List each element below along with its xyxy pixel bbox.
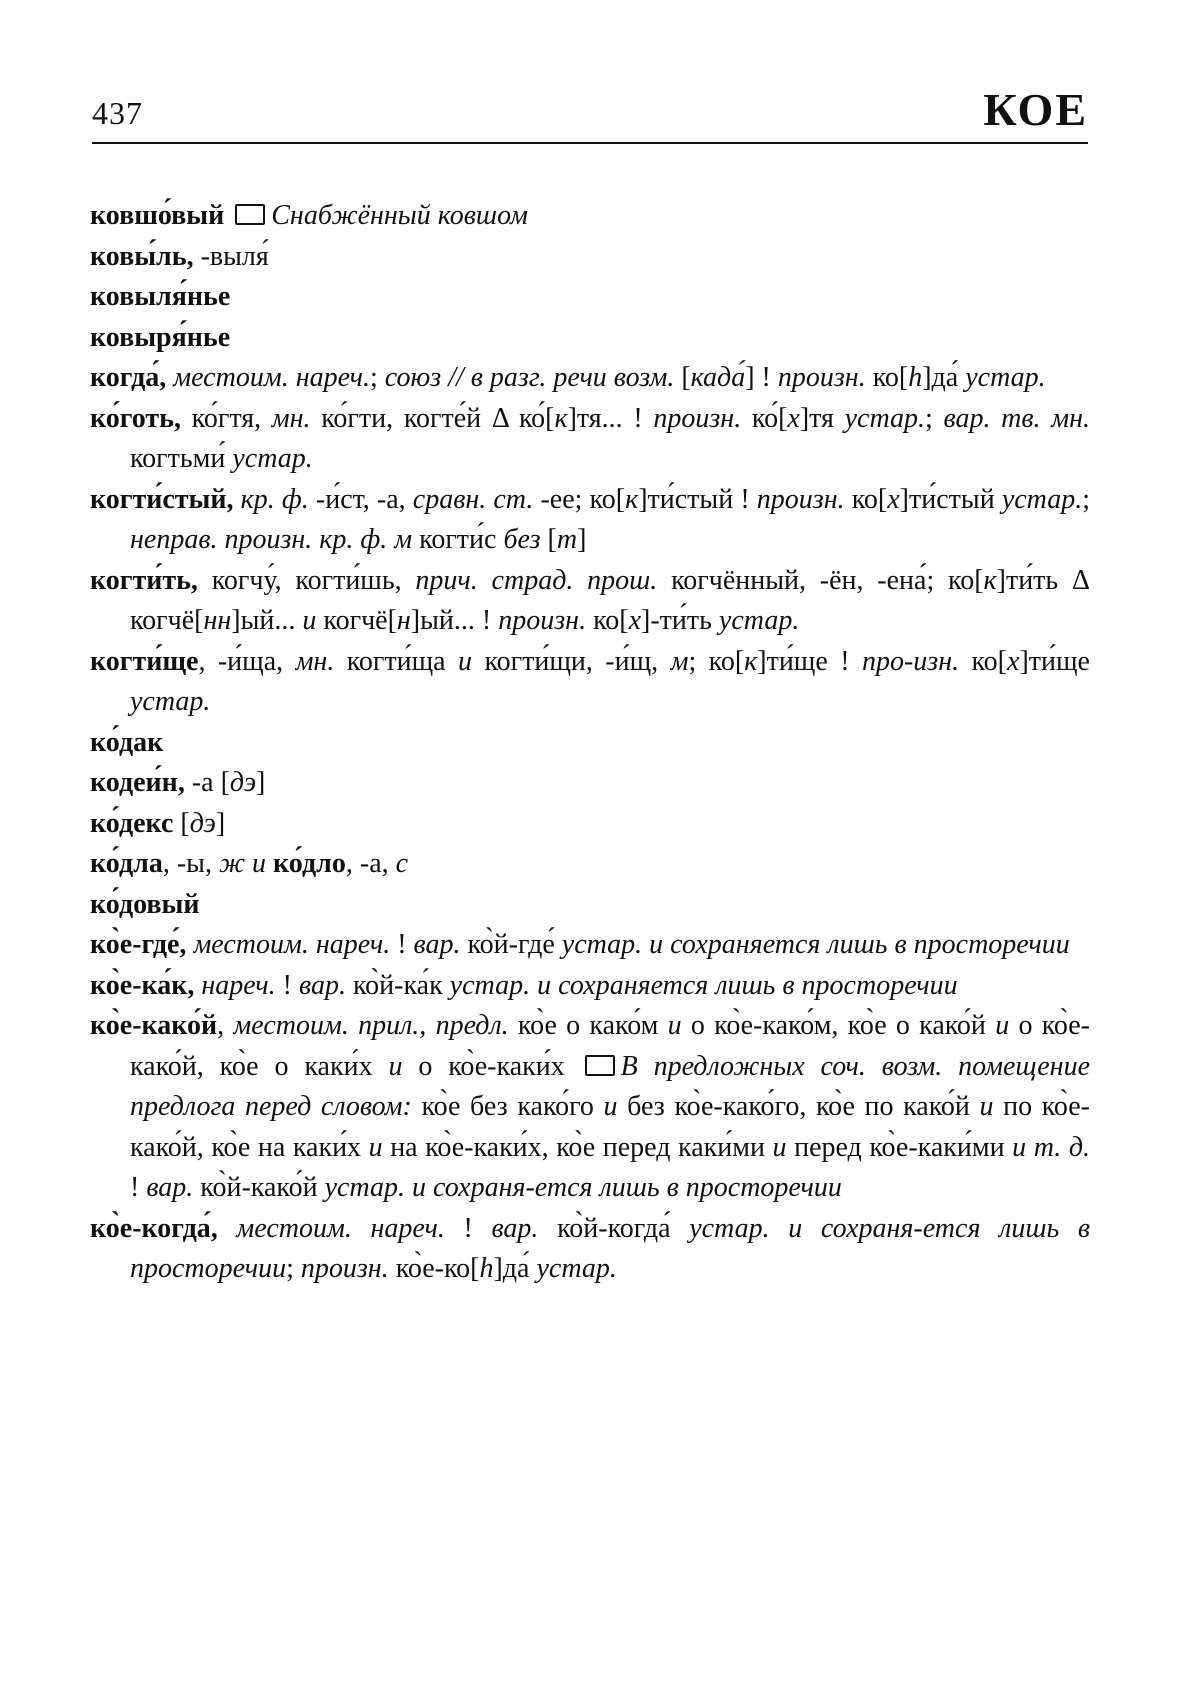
headword: ко̀е-како́й	[90, 1010, 218, 1041]
italic-note: вар. тв. мн.	[943, 402, 1090, 434]
entry-text: ]-ти́ть	[641, 605, 719, 636]
italic-note: х	[787, 402, 800, 434]
italic-note: ж и	[218, 848, 267, 879]
entry-text: ко́гтя,	[191, 402, 272, 434]
entry-text	[266, 848, 273, 879]
entry-text: !	[390, 929, 414, 960]
entry-text: ]да́	[922, 362, 966, 393]
dictionary-entry	[90, 480, 1090, 561]
entry-text: ]тя	[799, 402, 845, 434]
italic-note: устар. и сохраняется лишь в просторечии	[561, 929, 1070, 960]
entry-text: [	[674, 362, 691, 393]
italic-note: произн.	[653, 402, 742, 434]
italic-note: вар.	[299, 969, 346, 1001]
entry-text: !	[444, 1212, 492, 1244]
entry-text: перед ко̀е-каки́ми	[786, 1131, 1013, 1163]
entry-text: когти́ща	[334, 645, 459, 677]
entry-text: ко̀й-где́	[460, 929, 562, 960]
dictionary-entry	[90, 844, 1090, 885]
entry-text: ко̀й-како́й	[193, 1172, 325, 1203]
entry-text: ко̀й-ка́к	[345, 969, 450, 1001]
dictionary-entry	[90, 885, 1090, 926]
dictionary-entry	[90, 318, 1090, 359]
italic-note: к	[983, 564, 997, 596]
italic-note: местоим. прил., предл.	[233, 1010, 509, 1041]
entry-text: ,	[217, 1010, 234, 1041]
headword: когда́,	[90, 362, 174, 393]
italic-note: вар.	[413, 929, 461, 960]
entry-text: ]	[215, 807, 226, 839]
entry-text: на ко̀е-каки́х, ко̀е перед каки́ми	[382, 1131, 773, 1163]
entry-text: ]ый...	[231, 605, 303, 636]
italic-note: нн	[203, 605, 232, 636]
italic-note: местоим. нареч.	[173, 362, 371, 393]
entry-text: когти́с	[412, 524, 504, 555]
headword: когти́ть,	[90, 564, 212, 596]
italic-note: h	[908, 362, 923, 393]
headword: когти́ще	[90, 645, 199, 677]
italic-note: и	[368, 1131, 383, 1163]
entry-text: ко[	[865, 362, 909, 393]
headword: ковыря́нье	[90, 321, 231, 353]
italic-note: мн.	[295, 645, 335, 677]
entry-text: ко[	[844, 483, 888, 515]
italic-note: сравн. ст.	[412, 483, 534, 515]
entry-text: когчу́, когти́шь,	[211, 564, 416, 596]
headword: когти́стый,	[90, 483, 241, 515]
italic-note: произн.	[300, 1253, 389, 1284]
italic-note: вар.	[491, 1212, 539, 1244]
italic-note: и	[302, 605, 317, 636]
entry-text: о ко̀е-како́й, ко̀е о каки́х	[130, 1010, 1090, 1082]
entry-text: ]	[256, 767, 266, 798]
entry-text: [	[180, 807, 190, 839]
entry-text: ;	[286, 1253, 301, 1284]
italic-note: без	[503, 524, 541, 555]
page-number: 437	[92, 95, 143, 131]
headword: ко́дла	[90, 848, 163, 879]
italic-note: произн.	[756, 483, 845, 515]
italic-note: Снабжённый ковшом	[271, 200, 528, 231]
italic-note: устар. и сохраняется лишь в просторечии	[449, 969, 958, 1001]
italic-note: произн.	[498, 605, 587, 636]
italic-note: и	[772, 1131, 787, 1163]
entry-text: о ко̀е-како́м, ко̀е о како́й	[681, 1010, 996, 1041]
italic-note: устар.	[130, 686, 211, 717]
headword: ко́декс	[90, 807, 181, 839]
page-header	[92, 84, 1088, 144]
italic-note: устар.	[536, 1253, 617, 1284]
entry-text: ко̀е о како́м	[508, 1010, 668, 1041]
entry-text: , -а,	[345, 848, 396, 879]
entry-text: ;	[370, 362, 385, 393]
running-head: КОЕ	[983, 84, 1088, 135]
entry-text: когчённый, -ён, -ена́; ко[	[657, 564, 984, 596]
italic-note: х	[887, 483, 900, 515]
italic-note: х	[1007, 645, 1020, 677]
headword: кодеи́н,	[90, 767, 192, 798]
entry-text: ко[	[586, 605, 629, 636]
square-symbol-icon	[235, 204, 265, 225]
headword: ко́довый	[90, 888, 200, 920]
dictionary-entry	[90, 966, 1090, 1007]
headword: ко́готь,	[90, 402, 192, 434]
dictionary-entry	[90, 925, 1090, 966]
entry-text: -ее; ко[	[533, 483, 626, 515]
dictionary-entry	[90, 1006, 1090, 1209]
entry-text: [	[540, 524, 557, 555]
entry-text: ко̀е-ко[	[388, 1253, 480, 1284]
headword: ко́дло	[273, 848, 346, 879]
entry-text: ко́[	[741, 402, 788, 434]
entry-text: ко́гти, когте́й Δ ко́[	[310, 402, 555, 434]
entry-text: !	[130, 1172, 147, 1203]
entry-text: ] !	[745, 362, 778, 393]
italic-note: В предложных соч. возм. помещение предлога перед словом:	[130, 1050, 1090, 1122]
italic-note: кр. ф.	[240, 483, 309, 515]
headword: ковшо́вый	[90, 200, 232, 231]
italic-note: союз // в разг. речи возм.	[384, 362, 675, 393]
headword: ковы́ль,	[90, 240, 201, 272]
italic-note: мн.	[271, 402, 311, 434]
square-symbol-icon	[585, 1055, 615, 1076]
dictionary-entry	[90, 399, 1090, 480]
entry-text: ]ти́стый !	[638, 483, 757, 515]
italic-note: к	[625, 483, 639, 515]
italic-note: устар. и сохраня-ется лишь в просторечии	[130, 1212, 1091, 1284]
italic-note: и	[979, 1091, 994, 1122]
italic-note: местоим. нареч.	[236, 1212, 445, 1244]
entry-text: когчё[	[316, 605, 397, 636]
italic-note: местоим. нареч.	[193, 929, 391, 960]
dictionary-entry	[90, 358, 1090, 399]
italic-note: про-изн.	[861, 645, 960, 677]
dictionary-entry	[90, 642, 1090, 723]
italic-note: нареч.	[201, 969, 276, 1001]
italic-note: с	[395, 848, 409, 879]
italic-note: т	[556, 524, 578, 555]
entry-text: ]ый... !	[410, 605, 499, 636]
entry-text: ко[	[959, 645, 1008, 677]
entry-text: , -и́ща,	[198, 645, 296, 677]
headword: ковыля́нье	[90, 281, 231, 312]
entry-text: ]да́	[493, 1253, 537, 1284]
headword: ко́дак	[90, 726, 164, 758]
italic-note: устар.	[232, 443, 313, 474]
entry-text: , -ы,	[162, 848, 219, 879]
italic-note: када́	[690, 362, 746, 393]
italic-note: устар.	[1001, 483, 1083, 515]
italic-note: м	[670, 645, 689, 677]
italic-note: и	[388, 1050, 403, 1082]
headword: ко̀е-когда́,	[90, 1212, 237, 1244]
italic-note: и	[603, 1091, 618, 1122]
dictionary-entry	[90, 723, 1090, 764]
italic-note: произн.	[777, 362, 866, 393]
entry-text: ко̀й-когда́	[538, 1212, 690, 1244]
entry-text: ]ти́ще	[1019, 645, 1090, 677]
entry-text: !	[275, 969, 299, 1001]
italic-note: устар. и сохраня-ется лишь в просторечии	[324, 1172, 842, 1203]
italic-note: и	[667, 1010, 682, 1041]
italic-note: дэ	[189, 807, 216, 839]
dictionary-entry	[90, 804, 1090, 845]
entry-text: ]тя... !	[567, 402, 654, 434]
italic-note: х	[628, 605, 642, 636]
italic-note: устар.	[718, 605, 800, 636]
entry-text: ]ти́ть Δ когчё[	[130, 564, 1090, 636]
headword: ко̀е-ка́к,	[90, 969, 202, 1001]
entry-text: -и́ст, -а,	[308, 483, 413, 515]
italic-note: к	[554, 402, 568, 434]
italic-note: устар.	[965, 362, 1046, 393]
headword: ко̀е-где́,	[90, 929, 194, 960]
italic-note: и	[458, 645, 473, 677]
italic-note: и т. д.	[1012, 1131, 1090, 1163]
dictionary-entry	[90, 1209, 1090, 1290]
italic-note: дэ	[229, 767, 257, 798]
entry-text: ]ти́ще !	[757, 645, 862, 677]
italic-note: и	[995, 1010, 1010, 1041]
italic-note: устар.	[844, 402, 926, 434]
italic-note: н	[396, 605, 411, 636]
entry-text: ;	[925, 402, 944, 434]
dictionary-entry	[90, 561, 1090, 642]
entry-text: ]	[577, 524, 587, 555]
entry-text: когти́щи, -и́щ,	[472, 645, 671, 677]
entry-text: -а [	[191, 767, 230, 798]
entry-text: ;	[1082, 483, 1091, 515]
entry-list	[90, 196, 1090, 1290]
italic-note: к	[744, 645, 758, 677]
italic-note: вар.	[146, 1172, 194, 1203]
dictionary-entry	[90, 196, 1090, 237]
entry-text: без ко̀е-како́го, ко̀е по како́й	[617, 1091, 980, 1122]
entry-text: ]ти́стый	[899, 483, 1002, 515]
entry-text: по ко̀е-како́й, ко̀е на каки́х	[130, 1091, 1090, 1163]
entry-text: -выля́	[200, 240, 269, 272]
entry-text: ко̀е без како́го	[411, 1091, 604, 1122]
dictionary-entry	[90, 237, 1090, 278]
entry-text: ; ко[	[688, 645, 745, 677]
italic-note: неправ. произн. кр. ф. м	[130, 524, 413, 555]
dictionary-entry	[90, 763, 1090, 804]
entry-text: когтьми́	[130, 443, 233, 474]
italic-note: h	[479, 1253, 494, 1284]
entry-text: о ко̀е-каки́х	[402, 1050, 581, 1082]
dictionary-entry	[90, 277, 1090, 318]
italic-note: прич. страд. прош.	[415, 564, 658, 596]
